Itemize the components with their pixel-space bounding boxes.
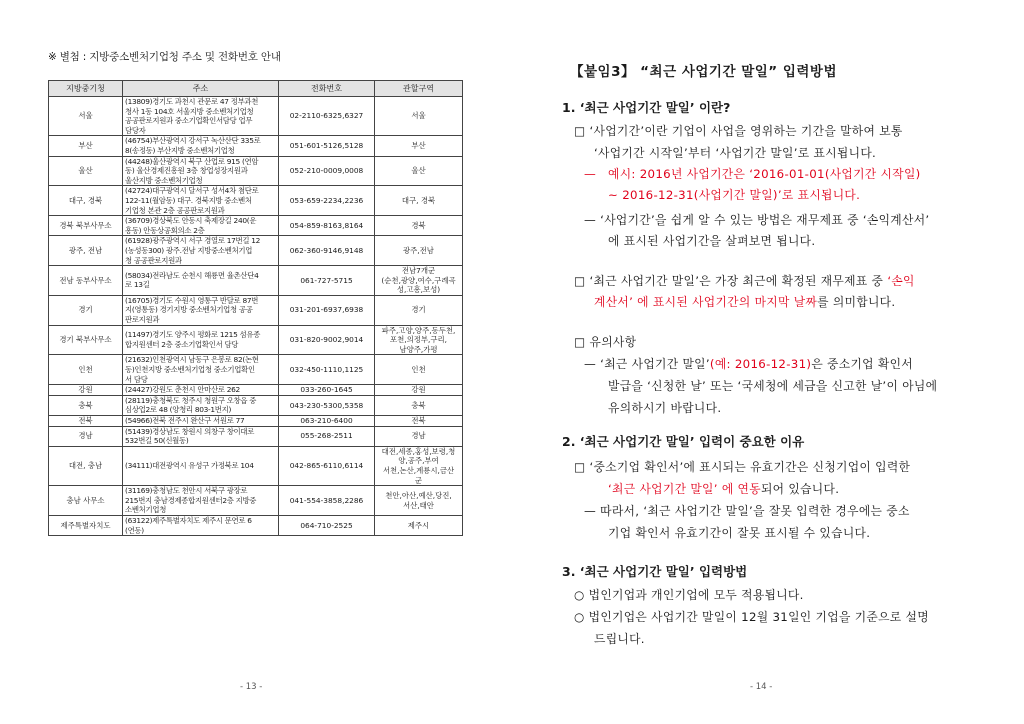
region-line: 경북	[411, 220, 426, 230]
cell-address	[123, 416, 279, 427]
section-3-heading: 3. ‘최근 사업기간 말일’ 입력방법	[562, 564, 748, 579]
cell-region	[375, 236, 463, 266]
s1-para-1b: ‘사업기간 시작일’부터 ‘사업기간 말일’로 표시됩니다.	[594, 146, 877, 160]
cell-address	[123, 136, 279, 156]
address-line: (51439)경상남도 창원시 의창구 창이대로	[125, 426, 255, 436]
address-line: 담당자	[125, 125, 146, 135]
cell-phone: 062-360-9146,9148	[279, 236, 375, 266]
cell-office: 대구, 경북	[49, 186, 123, 216]
table-row	[49, 186, 463, 216]
region-line: 파주,고양,양주,동두천,	[381, 325, 456, 335]
address-line: 울산지방 중소벤처기업청	[125, 175, 203, 185]
cell-phone: 054-859-8163,8164	[279, 216, 375, 236]
cell-region	[375, 446, 463, 485]
cell-office: 강원	[49, 385, 123, 396]
region-line: 전남7개군	[401, 266, 436, 276]
table-row	[49, 486, 463, 516]
cell-office: 인천	[49, 355, 123, 385]
region-line: 부산	[411, 141, 426, 151]
table-row	[49, 325, 463, 355]
cell-office: 전남 동부사무소	[49, 266, 123, 296]
cell-region	[375, 426, 463, 446]
cell-region	[375, 266, 463, 296]
s1-note-2: 에 표시된 사업기간을 살펴보면 됩니다.	[608, 234, 816, 248]
s1-caution-3: 유의하시기 바랍니다.	[608, 401, 722, 415]
s1-caution-label: □ 유의사항	[574, 335, 637, 349]
s3-bullet-1: ○ 법인기업과 개인기업에 모두 적용됩니다.	[574, 588, 804, 602]
address-line: 로 13길	[125, 280, 150, 290]
address-line: (11497)경기도 양주시 평화로 1215 섬유종	[125, 330, 261, 340]
office-table	[48, 80, 463, 536]
address-line: (34111)대전광역시 유성구 가정북로 104	[125, 461, 254, 471]
cell-region	[375, 186, 463, 216]
region-line: (순천,광양,여수,구례곡	[381, 275, 456, 285]
address-line: 합지원센터 2층 중소기업확인서 담당	[125, 340, 239, 350]
region-line: 서천,논산,계룡시,금산	[382, 465, 455, 475]
cell-phone: 042-865-6110,6114	[279, 446, 375, 485]
s1-note-1: — ‘사업기간’을 쉽게 알 수 있는 방법은 재무제표 중 ‘손익계산서’	[584, 213, 930, 227]
cell-phone: 033-260-1645	[279, 385, 375, 396]
cell-office: 광주, 전남	[49, 236, 123, 266]
cell-phone: 064-710-2525	[279, 515, 375, 535]
s1-para-2b-red: 계산서’ 에 표시된 사업기간의 마지막 날짜	[594, 295, 818, 309]
region-line: 경기	[411, 305, 426, 315]
region-line: 포천,의정부,구리,	[389, 335, 448, 345]
section-2-heading: 2. ‘최근 사업기간 말일’ 입력이 중요한 이유	[562, 434, 805, 449]
cell-office: 충북	[49, 395, 123, 415]
address-line: (16705)경기도 수원시 영통구 반달로 87번	[125, 295, 259, 305]
cell-region	[375, 97, 463, 136]
cell-phone: 031-820-9002,9014	[279, 325, 375, 355]
header-office: 지방중기청	[49, 81, 123, 97]
cell-office: 대전, 충남	[49, 446, 123, 485]
address-line: 동) 울산경제진흥원 3층 창업성장지원과	[125, 166, 248, 176]
header-phone: 전화번호	[279, 81, 375, 97]
s1-para-2a-red: ‘손익	[887, 274, 915, 288]
cell-phone: 052-210-0009,0008	[279, 156, 375, 186]
table-row	[49, 295, 463, 325]
table-row	[49, 236, 463, 266]
region-line: 양,공주,부여	[398, 456, 439, 466]
address-line: 215번지 충남경제종합지원센터2층 지방중	[125, 495, 257, 505]
region-line: 군	[414, 475, 423, 485]
cell-phone: 032-450-1110,1125	[279, 355, 375, 385]
table-row	[49, 355, 463, 385]
cell-office: 부산	[49, 136, 123, 156]
cell-region	[375, 325, 463, 355]
region-line: 서산,태안	[403, 500, 434, 510]
cell-region	[375, 295, 463, 325]
address-line: (61928)광주광역시 서구 경열로 17번길 12	[125, 236, 261, 246]
address-line: (54966)전북 전주시 완산구 서원로 77	[125, 416, 245, 425]
cell-phone: 041-554-3858,2286	[279, 486, 375, 516]
address-line: (24427)강원도 춘천시 안마산로 262	[125, 385, 240, 395]
cell-address	[123, 236, 279, 266]
office-table-body	[49, 97, 463, 536]
address-line: (28119)충청북도 청주시 청원구 오창읍 중	[125, 395, 257, 405]
address-line: 공공판로지원과 중소기업확인서담당 업무	[125, 116, 253, 126]
address-line: 지(영통동) 경기지방 중소벤처기업청 공공	[125, 305, 253, 315]
table-row	[49, 416, 463, 427]
address-line: (21632)인천광역시 남동구 은봉로 82(논현	[125, 355, 259, 365]
cell-phone: 051-601-5126,5128	[279, 136, 375, 156]
address-line: (46754)부산광역시 강서구 녹산산단 335로	[125, 136, 261, 146]
region-line: 성,고흥,보성)	[396, 285, 441, 295]
cell-office: 제주특별자치도	[49, 515, 123, 535]
address-line: (44248)울산광역시 북구 산업로 915 (연암	[125, 156, 259, 166]
region-line: 대전,세종,홍성,보령,청	[381, 446, 456, 456]
s2-para-3: — 따라서, ‘최근 사업기간 말일’을 잘못 입력한 경우에는 중소	[584, 504, 910, 518]
page-number-left: - 13 -	[240, 682, 263, 692]
cell-address	[123, 426, 279, 446]
s1-caution-1-red: (예: 2016-12-31)	[709, 357, 812, 371]
address-line: 532번길 50(신월동)	[125, 436, 189, 446]
cell-address	[123, 216, 279, 236]
region-line: 울산	[411, 166, 426, 176]
address-line: 서 담당	[125, 374, 148, 384]
table-row	[49, 395, 463, 415]
region-line: 서울	[411, 111, 426, 121]
table-row	[49, 266, 463, 296]
address-line: 청사 1동 104호 서울지방 중소벤처기업청	[125, 106, 254, 116]
cell-region	[375, 515, 463, 535]
region-line: 인천	[411, 365, 426, 375]
table-row	[49, 446, 463, 485]
s2-para-4: 기업 확인서 유효기간이 잘못 표시될 수 있습니다.	[608, 526, 871, 540]
table-header-row	[49, 81, 463, 97]
header-region: 관할구역	[375, 81, 463, 97]
table-row	[49, 156, 463, 186]
address-line: (36709)경상북도 안동시 축제장길 240(운	[125, 216, 257, 226]
region-line: 남양주,가평	[399, 344, 438, 354]
s1-example-2: ~ 2016-12-31(사업기간 말일)’로 표시됩니다.	[608, 188, 861, 202]
s2-para-2-text: 되어 있습니다.	[760, 482, 840, 496]
s2-para-2	[608, 478, 839, 500]
address-line: 소벤처기업청	[125, 505, 167, 515]
region-line: 제주시	[407, 520, 430, 530]
address-line: (31169)충청남도 천안시 서북구 광장로	[125, 486, 248, 496]
region-line: 전북	[411, 416, 426, 425]
address-line: (58034)전라남도 순천시 해룡면 율촌산단4	[125, 270, 259, 280]
address-line: (42724)대구광역시 달서구 성서4차 첨단로	[125, 186, 259, 196]
cell-office: 울산	[49, 156, 123, 186]
page-number-right: - 14 -	[750, 682, 773, 692]
cell-region	[375, 216, 463, 236]
region-line: 천안,아산,예산,당진,	[385, 490, 452, 500]
region-line: 충북	[411, 400, 426, 410]
s1-para-2b-text: 를 의미합니다.	[817, 295, 896, 309]
address-line: 판로지원과	[125, 315, 160, 325]
s1-caution-1	[584, 353, 913, 375]
table-row	[49, 515, 463, 535]
cell-region	[375, 416, 463, 427]
s1-example-1: 예시: 2016년 사업기간은 ‘2016-01-01(사업기간 시작일)	[608, 167, 921, 181]
s1-caution-1-text: — ‘최근 사업기간 말일’	[584, 357, 710, 371]
s3-bullet-2b: 드립니다.	[594, 632, 645, 646]
cell-address	[123, 186, 279, 216]
cell-phone: 053-659-2234,2236	[279, 186, 375, 216]
cell-address	[123, 385, 279, 396]
s2-para-2-red: ‘최근 사업기간 말일’ 에 연동	[608, 482, 761, 496]
cell-region	[375, 136, 463, 156]
cell-phone: 031-201-6937,6938	[279, 295, 375, 325]
cell-address	[123, 395, 279, 415]
cell-office: 경남	[49, 426, 123, 446]
right-page	[512, 0, 1024, 724]
cell-address	[123, 515, 279, 535]
cell-office: 경기 북부사무소	[49, 325, 123, 355]
section-1-heading: 1. ‘최근 사업기간 말일’ 이란?	[562, 100, 731, 115]
address-line: 기업청 본관 2층 공공판로지원과	[125, 205, 225, 215]
cell-address	[123, 325, 279, 355]
table-row	[49, 385, 463, 396]
annex-title: ※ 별첨 : 지방중소벤처기업청 주소 및 전화번호 안내	[48, 51, 281, 63]
cell-region	[375, 156, 463, 186]
address-line: (농성동300) 광주.전남 지방중소벤처기업	[125, 245, 253, 255]
s3-bullet-2a: ○ 법인기업은 사업기간 말일이 12월 31일인 기업을 기준으로 설명	[574, 610, 929, 624]
region-line: 강원	[411, 385, 426, 395]
address-line: 청 공공판로지원과	[125, 255, 182, 265]
table-row	[49, 136, 463, 156]
cell-phone: 02-2110-6325,6327	[279, 97, 375, 136]
address-line: 심상업2로 48 (양청리 803-1번지)	[125, 405, 232, 415]
cell-address	[123, 295, 279, 325]
cell-address	[123, 355, 279, 385]
cell-region	[375, 355, 463, 385]
cell-office: 충남 사무소	[49, 486, 123, 516]
cell-region	[375, 486, 463, 516]
address-line: 8(송정동) 부산지방 중소벤처기업청	[125, 145, 235, 155]
cell-address	[123, 97, 279, 136]
cell-office: 전북	[49, 416, 123, 427]
cell-phone: 063-210-6400	[279, 416, 375, 427]
table-row	[49, 97, 463, 136]
address-line: (13809)경기도 과천시 관문로 47 정부과천	[125, 97, 259, 106]
cell-address	[123, 486, 279, 516]
cell-phone: 055-268-2511	[279, 426, 375, 446]
cell-office: 경기	[49, 295, 123, 325]
address-line: 122-11(월암동) 대구. 경북지방 중소벤처	[125, 195, 252, 205]
address-line: (연동)	[125, 525, 144, 535]
region-line: 대구, 경북	[401, 195, 436, 205]
header-address: 주소	[123, 81, 279, 97]
cell-office: 서울	[49, 97, 123, 136]
s1-para-2b	[594, 291, 895, 313]
region-line: 광주,전남	[403, 245, 434, 255]
s1-para-2a-text: □ ‘최근 사업기간 말일’은 가장 최근에 확정된 재무제표 중	[574, 274, 888, 288]
cell-address	[123, 266, 279, 296]
s2-para-1: □ ‘중소기업 확인서’에 표시되는 유효기간은 신청기업이 입력한	[574, 460, 911, 474]
cell-region	[375, 395, 463, 415]
cell-phone: 043-230-5300,5358	[279, 395, 375, 415]
address-line: 흥동) 안동상공회의소 2층	[125, 225, 205, 235]
cell-address	[123, 446, 279, 485]
table-row	[49, 426, 463, 446]
cell-phone: 061-727-5715	[279, 266, 375, 296]
region-line: 경남	[411, 431, 426, 441]
s1-caution-1-post: 은 중소기업 확인서	[811, 357, 913, 371]
s1-example-dash: —	[584, 167, 597, 181]
address-line: (63122)제주특별자치도 제주시 문연로 6	[125, 515, 252, 525]
address-line: 동)인천지방 중소벤처기업청 중소기업확인	[125, 365, 255, 375]
s1-caution-2: 발급을 ‘신청한 날’ 또는 ‘국세청에 세금을 신고한 날’이 아님에	[608, 379, 938, 393]
cell-address	[123, 156, 279, 186]
cell-region	[375, 385, 463, 396]
s1-para-2a	[574, 270, 915, 292]
table-row	[49, 216, 463, 236]
s1-para-1a: □ ‘사업기간’이란 기업이 사업을 영위하는 기간을 말하여 보통	[574, 124, 903, 138]
cell-office: 경북 북부사무소	[49, 216, 123, 236]
attachment-title: 【붙임3】 “최근 사업기간 말일” 입력방법	[570, 64, 838, 80]
